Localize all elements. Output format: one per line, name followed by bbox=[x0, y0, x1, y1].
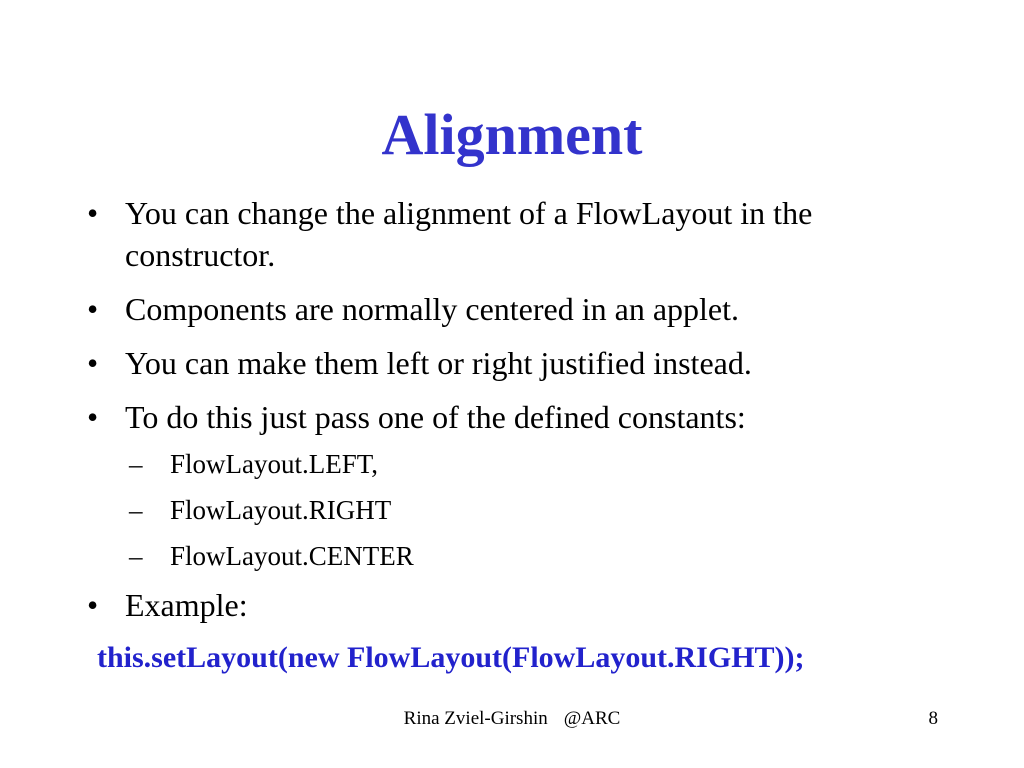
bullet-text: You can change the alignment of a FlowLayout in the constructor. bbox=[125, 195, 813, 273]
slide-title: Alignment bbox=[381, 102, 643, 167]
sub-bullet-text: FlowLayout.RIGHT bbox=[170, 495, 392, 525]
bullet-text: Example: bbox=[125, 587, 248, 623]
page-number: 8 bbox=[928, 708, 938, 729]
bullet-text: You can make them left or right justified instead. bbox=[125, 345, 752, 381]
bullet-text: Components are normally centered in an applet. bbox=[125, 291, 740, 327]
sub-bullet-item bbox=[83, 492, 953, 528]
dash-marker: – bbox=[129, 541, 143, 571]
bullet-marker: • bbox=[87, 291, 99, 327]
footer bbox=[0, 707, 1024, 731]
sub-bullet-text: FlowLayout.LEFT, bbox=[170, 449, 378, 479]
bullet-item bbox=[83, 288, 953, 330]
bullet-marker: • bbox=[87, 195, 99, 231]
footer-org: @ARC bbox=[563, 708, 621, 729]
footer-author: Rina Zviel-Girshin bbox=[403, 708, 548, 729]
bullet-item-example bbox=[83, 584, 953, 626]
sub-bullet-item bbox=[83, 446, 953, 482]
sub-bullet-item bbox=[83, 538, 953, 574]
dash-marker: – bbox=[129, 495, 143, 525]
bullet-text: To do this just pass one of the defined constants: bbox=[125, 399, 746, 435]
bullet-item bbox=[83, 192, 953, 276]
code-example: this.setLayout(new FlowLayout(FlowLayout.RIGHT)); bbox=[97, 641, 805, 674]
bullet-marker: • bbox=[87, 587, 99, 623]
sub-bullet-group bbox=[83, 446, 953, 574]
sub-bullet-text: FlowLayout.CENTER bbox=[170, 541, 414, 571]
bullet-item bbox=[83, 396, 953, 438]
bullet-list bbox=[83, 192, 953, 638]
sub-bullet-list bbox=[83, 446, 953, 574]
bullet-marker: • bbox=[87, 345, 99, 381]
bullet-marker: • bbox=[87, 399, 99, 435]
dash-marker: – bbox=[129, 449, 143, 479]
bullet-item bbox=[83, 342, 953, 384]
